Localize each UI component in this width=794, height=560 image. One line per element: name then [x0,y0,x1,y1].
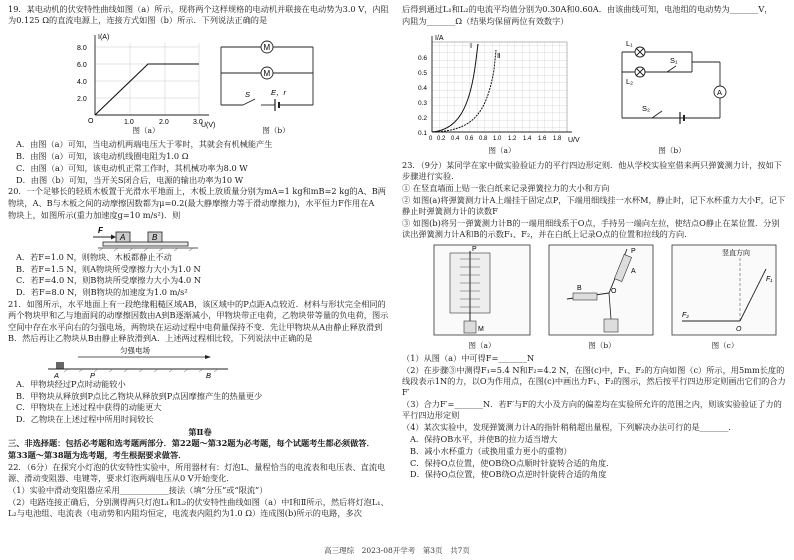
svg-text:1.0: 1.0 [493,135,502,142]
svg-text:0.2: 0.2 [437,135,446,142]
ytick: 6.0 [77,62,87,70]
q20-option-c: C．若F=4.0 N，则B物块所受摩擦力大小为4.0 N [16,275,202,286]
q22-stem: 22．（6分）在探究小灯泡的伏安特性实验中，所用器材有：灯泡L、量程恰当的电流表和电压表、直流电源、滑动变阻器、电键等，要求灯泡两端电压从0 V开始变化． [8,462,386,484]
left-column [8,4,392,520]
motor-2-label: M [263,69,271,79]
f1-label: F₁ [766,275,773,283]
q23-figure-a [432,243,532,343]
q21-option-c: C．甲物块在上述过程中获得的动能更大 [16,402,162,413]
curve-1-label: Ⅰ [470,42,473,50]
right-column [402,4,786,481]
q20-stem-1: 20．一个足够长的轻质木板置于光滑水平地面上，木板上放质量分别为mA=1 kg和mB=2 kg的A、B两 [8,186,386,197]
q23-figures [402,241,786,353]
q19-caption-b: 图（b） [262,126,290,136]
q22-continue-1: 后得到通过L₁和L₂的电流平均值分别为0.30A和0.60A．由该曲线可知，电池组的电动势为_______V， [402,4,773,14]
q23-part-4: （4）某次实验中，发现弹簧测力计A的指针稍稍超出量程，下列解决办法可行的是_______． [402,422,737,433]
q21-option-a: A．甲物块经过P点时动能较小 [16,378,126,389]
q20-option-a: A．若F=1.0 N，则物块、木板都静止不动 [16,251,172,262]
q19-circuit [213,35,323,119]
q23-step-1: ① 在竖直墙面上贴一张白纸来记录弹簧拉力的大小和方向 [402,182,610,193]
switch-2-label: S₂ [642,103,650,113]
q19-iu-graph [73,29,223,133]
svg-text:0.5: 0.5 [418,69,428,77]
q20-figure [8,222,392,252]
q23-option-c: C．保持O点位置，使OB绕O点顺时针旋转合适的角度． [410,457,615,468]
q19-figures [8,27,392,139]
part-2-instruction-2: 第33题～第38题为选考题，考生根据要求做答． [8,450,187,461]
iu-curve [95,64,199,115]
part-2-title: 第Ⅱ卷 [188,426,212,437]
q22-sub-1: （1）实验中滑动变阻器应采用____________接法（填“分压”或“限流”） [8,485,268,496]
svg-text:0.4: 0.4 [418,84,428,92]
svg-text:M: M [478,325,484,333]
lamp-2-label: L₂ [626,76,634,86]
q22-sub-2: （2）电路连接正确后，分别测得两只灯泡L₁和L₂的伏安特性曲线如图（a）中Ⅰ和Ⅱ所示，然后将灯泡L₁、L₂与电池组、电流表（电动势和内阻均恒定，电流表内阻约为1.0 Ω）连成图(b)所示的电路，多次 [8,496,389,519]
curve-2-label: Ⅱ [497,52,501,60]
block-a-label: A [120,232,126,242]
xtick: 1.0 [124,119,134,127]
svg-text:P: P [631,247,636,255]
f2-label: F₂ [682,311,689,319]
lamp-1-label: L₁ [626,38,633,48]
page-footer: 高三理综 2023-08开学考 第3页 共7页 [324,546,470,555]
svg-text:0.2: 0.2 [418,114,428,122]
xlabel: U/V [568,136,580,144]
q22-continue-2: 内阻为_______Ω（结果均保留两位有效数字） [402,15,569,26]
q21-stem: 21．如图所示，水平地面上有一段绝缘粗糙区域AB，该区域中的P点距A点较近．材料与形状完全相同的两个物块甲和乙与地面间的动摩擦因数由A到B逐渐减小，甲物块带正电荷，乙物块带等量的负电荷，图示空间中存在水平向右的匀强电场，两物块在运动过程中电荷量保持不变．先让甲物块从A由静止释放滑到B．然后再让乙物块从B由静止释放滑到A．上述两过程相比较，下列说法中正确的是 [8,299,389,343]
q23-option-b: B．减小水杯重力（或换用重力更小的重物） [410,445,572,456]
svg-text:1.6: 1.6 [538,135,547,142]
svg-text:B: B [577,284,582,292]
xtick: 3.0 [193,119,203,127]
q23-caption-b: 图（b） [588,340,616,350]
xlabel: U(V) [201,122,216,130]
q19-option-d: D．由图（b）可知，当开关S闭合后，电源的输出功率为10 W [16,174,244,185]
q19-option-c: C．由图（a）可知，该电动机正常工作时，其机械功率为8.0 W [16,162,248,173]
q19-option-a: A．由图（a）可知，当电动机两端电压大于零时，其就会有机械能产生 [16,139,273,150]
ammeter-label: A [717,87,723,97]
svg-text:0: 0 [429,135,433,142]
q20-option-b: B．若F=1.5 N，则A物块所受摩擦力大小为1.0 N [16,263,201,274]
q21-option-d: D．乙物块在上述过程中所用时间较长 [16,414,154,425]
q23-option-a: A．保持OB水平，并使B的拉力适当增大 [410,434,558,444]
svg-text:0.1: 0.1 [418,129,428,137]
svg-text:1.2: 1.2 [508,135,517,142]
svg-text:P: P [472,245,477,253]
q22-caption-a: 图（a） [488,145,516,155]
point-a-label: A [54,370,60,379]
q23-figure-b [547,243,657,343]
source-label: E，r [271,88,286,98]
q23-stem: 23．（9分）某同学在家中做实验验证力的平行四边形定则．他从学校实验室借来两只弹簧测力计，按如下步骤进行实验． [402,159,782,181]
part-2-instruction-1: 三、非选择题：包括必考题和选考题两部分．第22题～第32题为必考题，每个试题考生都必须做答． [8,438,375,449]
motor-1-label: M [263,43,271,53]
q23-step-3: ③ 如图(b)将另一弹簧测力计B的一端用细线系于O点，手持另一端向左拉，使结点O静止在某位置．分别读出弹簧测力计A和B的示数F₁、F₂，并在白纸上记录O点的位置和拉线的方向． [402,217,780,239]
xtick: 2.0 [159,119,169,127]
block-b-label: B [152,232,158,242]
q22-iu-graph [402,30,582,156]
q19-caption-a: 图（a） [132,126,160,136]
field-label: 匀强电场 [120,345,150,355]
q23-part-1: （1）从图（a）中可得F=_______N [402,352,535,363]
force-label: F [98,225,103,235]
q23-part-3: （3）合力F′=_______N．若F′与F的大小及方向的偏差均在实验所允许的范围之内，则该实验验证了力的平行四边形定则 [402,399,782,421]
q23-figure-c [670,243,780,343]
q23-caption-a: 图（a） [468,340,496,350]
svg-text:0.4: 0.4 [451,135,460,142]
svg-text:0.6: 0.6 [418,54,428,62]
ytick: 8.0 [77,45,87,53]
svg-text:0.8: 0.8 [479,135,488,142]
ytick: 4.0 [77,79,87,87]
q22-caption-b: 图（b） [658,145,686,155]
q23-caption-c: 图（c） [711,340,739,350]
svg-text:0.3: 0.3 [418,99,428,107]
q21-option-b: B．甲物块从释放到P点比乙物块从释放到P点因摩擦产生的热量更少 [16,390,263,401]
q19-stem: 19．某电动机的伏安特性曲线如图（a）所示，现将两个这样规格的电动机并联接在电动势为3.0 V，内阻为0.125 Ω的直流电源上，连接方式如图（b）所示．下列说法正确的是 [8,4,389,26]
vertical-direction-label: 竖直方向 [722,249,750,257]
svg-text:1.4: 1.4 [523,135,532,142]
q21-figure [8,345,392,379]
origin: O [88,118,94,126]
q20-option-d: D．若F=8.0 N，则B物块的加速度为1.0 m/s² [16,287,188,298]
q22-figures [402,28,786,160]
ylabel: I(A) [98,34,110,42]
svg-text:1.8: 1.8 [553,135,562,142]
o-label: O [736,325,742,333]
svg-text:A: A [631,267,636,275]
point-p-label: P [90,370,96,379]
q23-option-d: D．保持O点位置，使OB绕O点逆时针旋转合适的角度 [410,469,607,480]
q23-step-2: ② 如图(a)将弹簧测力计A上端挂于固定点P，下端用细线挂一水杯M，静止时，记下水杯重力大小F，记下静止时弹簧测力计的读数F [402,194,786,216]
ytick: 2.0 [77,96,87,104]
grid [95,43,199,115]
point-b-label: B [206,370,212,379]
q23-part-2: （2）在步骤③中测得F₁=5.4 N和F₂=4.2 N，在图(c)中，F₁、F₂的方向如图（c）所示，用5mm长度的线段表示1N的力，以O为作用点，在图(c)中画出力F₁、F₂的图示，然后按平行四边形定则画出它们的合力F′ [402,364,786,398]
q20-stem-2: 物块，A、B与木板之间的动摩擦因数都为μ=0.2(最大静摩擦力等于滑动摩擦力)，水平恒力F作用在A [8,198,375,209]
switch-label: S [245,90,251,100]
switch-1-label: S₁ [670,55,678,65]
q19-option-b: B．由图（a）可知，该电动机线圈电阻为1.0 Ω [16,150,189,161]
ylabel: I/A [435,34,444,42]
svg-text:0.6: 0.6 [465,135,474,142]
svg-text:O: O [611,287,617,295]
q22-circuit [612,38,732,138]
q20-stem-3: 物块上，如图所示(重力加速度g=10 m/s²)．则 [8,210,181,220]
